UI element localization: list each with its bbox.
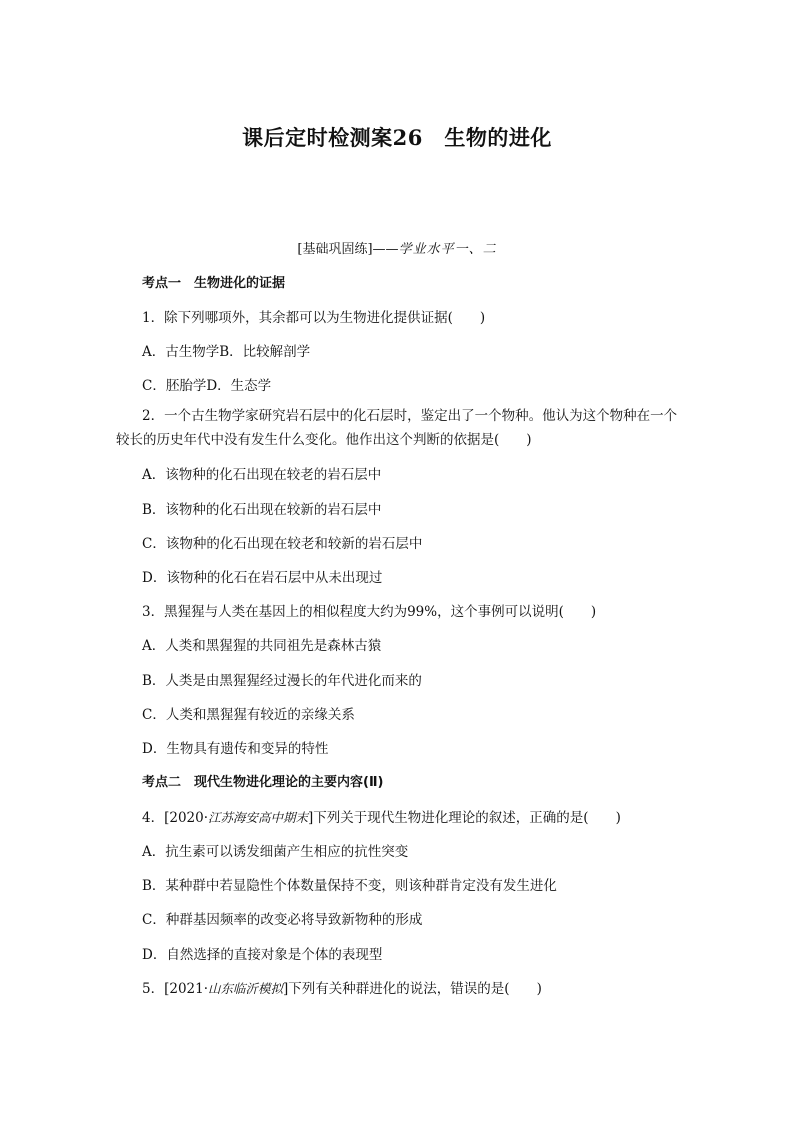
- page-title: 课后定时检测案26 生物的进化: [242, 125, 552, 150]
- knowledge-point-1: 考点一 生物进化的证据: [142, 276, 286, 291]
- q4-option-d: D．自然选择的直接对象是个体的表现型: [142, 947, 383, 963]
- q2-option-c: C．该物种的化石出现在较老和较新的岩石层中: [142, 536, 423, 552]
- q2-option-b: B．该物种的化石出现在较新的岩石层中: [142, 502, 382, 518]
- q4-stem: [142, 806, 621, 826]
- section-label: [基础巩固练]——: [297, 242, 399, 257]
- q5-stem: [142, 977, 542, 997]
- q4-option-b: B．某种群中若显隐性个体数量保持不变，则该种群肯定没有发生进化: [142, 878, 557, 894]
- q5-source: 山东临沂模拟: [208, 981, 284, 996]
- q3-option-a: A．人类和黑猩猩的共同祖先是森林古猿: [142, 638, 382, 654]
- q4-prefix: 4．[2020·: [142, 810, 209, 826]
- q3-option-c: C．人类和黑猩猩有较近的亲缘关系: [142, 707, 355, 723]
- q1-stem: 1．除下列哪项外，其余都可以为生物进化提供证据( ): [142, 310, 486, 326]
- q4-option-c: C．种群基因频率的改变必将导致新物种的形成: [142, 912, 423, 928]
- q3-stem: 3．黑猩猩与人类在基因上的相似程度大约为99%，这个事例可以说明( ): [142, 604, 597, 620]
- q2-option-a: A．该物种的化石出现在较老的岩石层中: [142, 467, 382, 483]
- section-level-note: 学业水平一、二: [398, 242, 497, 257]
- q2-option-d: D．该物种的化石在岩石层中从未出现过: [142, 570, 383, 586]
- q4-source: 江苏海安高中期末: [208, 810, 309, 825]
- q2-stem: 2．一个古生物学家研究岩石层中的化石层时，鉴定出了一个物种。他认为这个物种在一个较长的历史年代中没有发生什么变化。他作出这个判断的依据是( ): [116, 408, 678, 448]
- q4-text: ]下列关于现代生物进化理论的叙述，正确的是( ): [308, 810, 621, 826]
- q5-prefix: 5．[2021·: [142, 981, 209, 997]
- q5-text: ]下列有关种群进化的说法，错误的是( ): [283, 981, 542, 997]
- q3-option-b: B．人类是由黑猩猩经过漫长的年代进化而来的: [142, 673, 422, 689]
- knowledge-point-2: 考点二 现代生物进化理论的主要内容(Ⅱ): [142, 775, 384, 790]
- section-header: [0, 238, 794, 257]
- q3-option-d: D．生物具有遗传和变异的特性: [142, 741, 329, 757]
- q1-options-cd: C．胚胎学D．生态学: [142, 378, 272, 394]
- q4-option-a: A．抗生素可以诱发细菌产生相应的抗性突变: [142, 844, 409, 860]
- q1-options-ab: A．古生物学B．比较解剖学: [142, 344, 311, 360]
